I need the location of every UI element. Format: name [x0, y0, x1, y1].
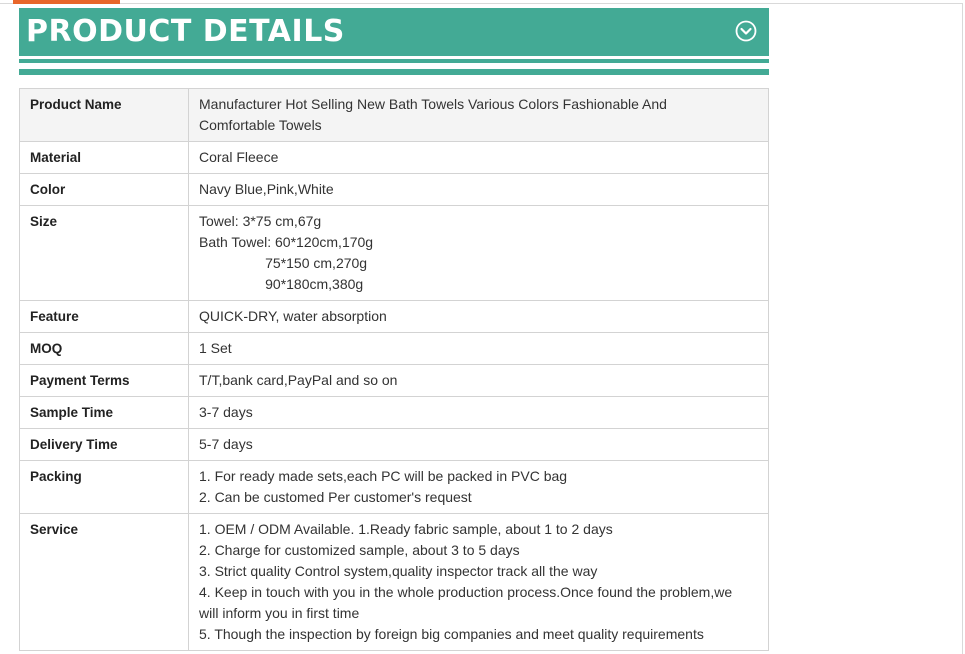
row-label: Payment Terms — [20, 365, 189, 397]
row-value — [189, 206, 769, 301]
row-label: Delivery Time — [20, 429, 189, 461]
row-label: Material — [20, 142, 189, 174]
row-label: Packing — [20, 461, 189, 514]
value-line: 2. Can be customed Per customer's request — [199, 489, 472, 505]
table-row — [20, 365, 769, 397]
value-line: 1. OEM / ODM Available. 1.Ready fabric sample, about 1 to 2 days — [199, 521, 613, 537]
value-line: 1. For ready made sets,each PC will be packed in PVC bag — [199, 468, 568, 484]
value-line: 4. Keep in touch with you in the whole production process.Once found the problem,we — [199, 584, 733, 600]
value-line: Coral Fleece — [199, 149, 279, 165]
top-divider — [0, 3, 963, 4]
row-label: Color — [20, 174, 189, 206]
value-line: Navy Blue,Pink,White — [199, 181, 334, 197]
table-row — [20, 89, 769, 142]
value-line: 5-7 days — [199, 436, 253, 452]
value-line: Bath Towel: 60*120cm,170g — [199, 234, 374, 250]
value-line: QUICK-DRY, water absorption — [199, 308, 387, 324]
row-label: Sample Time — [20, 397, 189, 429]
value-line: 2. Charge for customized sample, about 3 to 5 days — [199, 542, 520, 558]
table-row — [20, 174, 769, 206]
table-row — [20, 333, 769, 365]
row-value — [189, 365, 769, 397]
row-value — [189, 142, 769, 174]
row-label: Service — [20, 514, 189, 651]
right-divider — [962, 3, 963, 654]
table-row — [20, 461, 769, 514]
row-value — [189, 397, 769, 429]
row-value — [189, 461, 769, 514]
row-value — [189, 429, 769, 461]
row-value — [189, 174, 769, 206]
value-line: Manufacturer Hot Selling New Bath Towels Various Colors Fashionable And — [199, 96, 667, 112]
section-title: PRODUCT DETAILS — [26, 14, 345, 49]
value-line: Comfortable Towels — [199, 117, 322, 133]
row-value — [189, 301, 769, 333]
active-tab-indicator — [13, 0, 120, 4]
row-label: Product Name — [20, 89, 189, 142]
row-value — [189, 333, 769, 365]
value-line: 1 Set — [199, 340, 232, 356]
header-stripe — [19, 69, 769, 75]
value-line: Towel: 3*75 cm,67g — [199, 213, 322, 229]
value-line: 3-7 days — [199, 404, 253, 420]
value-line: 75*150 cm,270g — [199, 255, 368, 271]
table-row — [20, 397, 769, 429]
table-row — [20, 142, 769, 174]
value-line: 3. Strict quality Control system,quality inspector track all the way — [199, 563, 598, 579]
value-line: will inform you in first time — [199, 605, 360, 621]
table-row — [20, 429, 769, 461]
header-stripe — [19, 59, 769, 63]
table-row — [20, 206, 769, 301]
table-row — [20, 301, 769, 333]
value-line: 5. Though the inspection by foreign big companies and meet quality requirements — [199, 626, 704, 642]
table-row — [20, 514, 769, 651]
product-details-table — [19, 88, 769, 651]
product-details-header — [19, 8, 769, 56]
row-label: Feature — [20, 301, 189, 333]
row-value — [189, 514, 769, 651]
value-line: T/T,bank card,PayPal and so on — [199, 372, 398, 388]
row-label: MOQ — [20, 333, 189, 365]
chevron-down-circle-icon[interactable] — [735, 20, 757, 42]
value-line: 90*180cm,380g — [199, 276, 364, 292]
row-value — [189, 89, 769, 142]
row-label: Size — [20, 206, 189, 301]
